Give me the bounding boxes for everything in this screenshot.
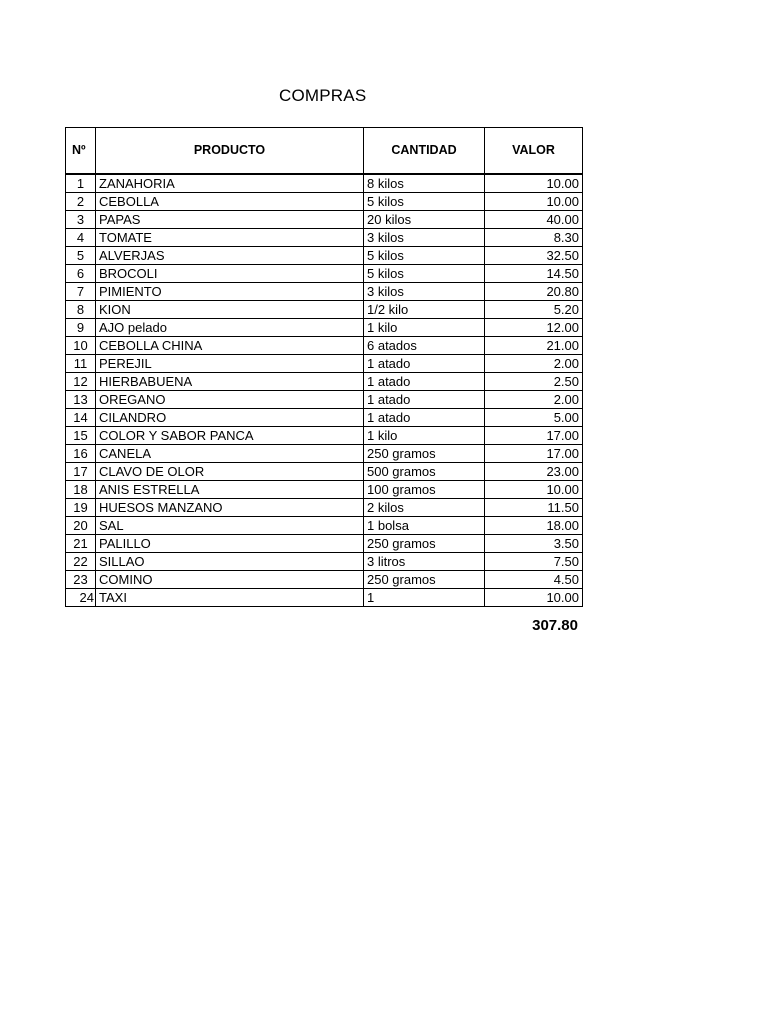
- product-cell: COLOR Y SABOR PANCA: [96, 427, 364, 445]
- product-cell: CLAVO DE OLOR: [96, 463, 364, 481]
- quantity-cell: 1 atado: [364, 373, 485, 391]
- header-value: VALOR: [485, 128, 583, 174]
- table-row: [66, 265, 583, 283]
- table-row: [66, 193, 583, 211]
- table-row: [66, 301, 583, 319]
- product-cell: PIMIENTO: [96, 283, 364, 301]
- row-number: 2: [66, 193, 96, 211]
- product-cell: HIERBABUENA: [96, 373, 364, 391]
- value-cell: 3.50: [485, 535, 583, 553]
- product-cell: PALILLO: [96, 535, 364, 553]
- quantity-cell: 250 gramos: [364, 535, 485, 553]
- product-cell: ANIS ESTRELLA: [96, 481, 364, 499]
- row-number: 19: [66, 499, 96, 517]
- value-cell: 23.00: [485, 463, 583, 481]
- row-number: 9: [66, 319, 96, 337]
- product-cell: TOMATE: [96, 229, 364, 247]
- quantity-cell: 20 kilos: [364, 211, 485, 229]
- product-cell: SILLAO: [96, 553, 364, 571]
- row-number: 18: [66, 481, 96, 499]
- row-number: 20: [66, 517, 96, 535]
- table-row: [66, 319, 583, 337]
- product-cell: ZANAHORIA: [96, 175, 364, 193]
- row-number: 24: [66, 589, 96, 607]
- quantity-cell: 5 kilos: [364, 265, 485, 283]
- value-cell: 10.00: [485, 481, 583, 499]
- row-number: 10: [66, 337, 96, 355]
- quantity-cell: 1 kilo: [364, 427, 485, 445]
- table-row: [66, 481, 583, 499]
- value-cell: 2.00: [485, 391, 583, 409]
- row-number: 17: [66, 463, 96, 481]
- product-cell: OREGANO: [96, 391, 364, 409]
- product-cell: COMINO: [96, 571, 364, 589]
- quantity-cell: 3 litros: [364, 553, 485, 571]
- quantity-cell: 1 atado: [364, 355, 485, 373]
- quantity-cell: 1 atado: [364, 391, 485, 409]
- table-row: [66, 373, 583, 391]
- total-value: 307.80: [532, 617, 578, 634]
- value-cell: 14.50: [485, 265, 583, 283]
- row-number: 12: [66, 373, 96, 391]
- row-number: 7: [66, 283, 96, 301]
- page-title: COMPRAS: [279, 86, 367, 105]
- value-cell: 4.50: [485, 571, 583, 589]
- product-cell: PAPAS: [96, 211, 364, 229]
- quantity-cell: 5 kilos: [364, 193, 485, 211]
- value-cell: 7.50: [485, 553, 583, 571]
- value-cell: 5.20: [485, 301, 583, 319]
- quantity-cell: 5 kilos: [364, 247, 485, 265]
- value-cell: 2.50: [485, 373, 583, 391]
- row-number: 3: [66, 211, 96, 229]
- header-quantity: CANTIDAD: [364, 128, 485, 174]
- table-row: [66, 535, 583, 553]
- quantity-cell: 100 gramos: [364, 481, 485, 499]
- row-number: 1: [66, 175, 96, 193]
- table-row: [66, 445, 583, 463]
- value-cell: 17.00: [485, 445, 583, 463]
- product-cell: HUESOS MANZANO: [96, 499, 364, 517]
- row-number: 6: [66, 265, 96, 283]
- product-cell: CILANDRO: [96, 409, 364, 427]
- row-number: 22: [66, 553, 96, 571]
- quantity-cell: 6 atados: [364, 337, 485, 355]
- quantity-cell: 250 gramos: [364, 571, 485, 589]
- quantity-cell: 500 gramos: [364, 463, 485, 481]
- table-row: [66, 247, 583, 265]
- table-row: [66, 517, 583, 535]
- product-cell: SAL: [96, 517, 364, 535]
- product-cell: ALVERJAS: [96, 247, 364, 265]
- product-cell: KION: [96, 301, 364, 319]
- table-header-row: [66, 128, 583, 174]
- value-cell: 11.50: [485, 499, 583, 517]
- value-cell: 17.00: [485, 427, 583, 445]
- value-cell: 10.00: [485, 175, 583, 193]
- table-row: [66, 175, 583, 193]
- table-row: [66, 283, 583, 301]
- table-row: [66, 409, 583, 427]
- table-row: [66, 427, 583, 445]
- product-cell: PEREJIL: [96, 355, 364, 373]
- product-cell: CEBOLLA CHINA: [96, 337, 364, 355]
- value-cell: 5.00: [485, 409, 583, 427]
- quantity-cell: 8 kilos: [364, 175, 485, 193]
- table-row: [66, 337, 583, 355]
- table-row: [66, 499, 583, 517]
- table-body: [66, 174, 583, 607]
- quantity-cell: 1 kilo: [364, 319, 485, 337]
- row-number: 14: [66, 409, 96, 427]
- quantity-cell: 250 gramos: [364, 445, 485, 463]
- value-cell: 40.00: [485, 211, 583, 229]
- product-cell: BROCOLI: [96, 265, 364, 283]
- row-number: 5: [66, 247, 96, 265]
- quantity-cell: 3 kilos: [364, 229, 485, 247]
- value-cell: 12.00: [485, 319, 583, 337]
- value-cell: 18.00: [485, 517, 583, 535]
- value-cell: 8.30: [485, 229, 583, 247]
- quantity-cell: 1 atado: [364, 409, 485, 427]
- product-cell: CANELA: [96, 445, 364, 463]
- row-number: 8: [66, 301, 96, 319]
- row-number: 21: [66, 535, 96, 553]
- value-cell: 32.50: [485, 247, 583, 265]
- product-cell: TAXI: [96, 589, 364, 607]
- value-cell: 2.00: [485, 355, 583, 373]
- quantity-cell: 2 kilos: [364, 499, 485, 517]
- quantity-cell: 3 kilos: [364, 283, 485, 301]
- purchases-table: [65, 127, 583, 607]
- value-cell: 21.00: [485, 337, 583, 355]
- value-cell: 10.00: [485, 193, 583, 211]
- value-cell: 20.80: [485, 283, 583, 301]
- row-number: 4: [66, 229, 96, 247]
- value-cell: 10.00: [485, 589, 583, 607]
- row-number: 16: [66, 445, 96, 463]
- table-row: [66, 589, 583, 607]
- row-number: 11: [66, 355, 96, 373]
- product-cell: CEBOLLA: [96, 193, 364, 211]
- product-cell: AJO pelado: [96, 319, 364, 337]
- quantity-cell: 1 bolsa: [364, 517, 485, 535]
- table-row: [66, 391, 583, 409]
- row-number: 13: [66, 391, 96, 409]
- table-row: [66, 355, 583, 373]
- row-number: 15: [66, 427, 96, 445]
- table-row: [66, 463, 583, 481]
- table-row: [66, 211, 583, 229]
- quantity-cell: 1: [364, 589, 485, 607]
- row-number: 23: [66, 571, 96, 589]
- quantity-cell: 1/2 kilo: [364, 301, 485, 319]
- table-row: [66, 553, 583, 571]
- header-number: Nº: [66, 128, 96, 174]
- header-product: PRODUCTO: [96, 128, 364, 174]
- table-row: [66, 571, 583, 589]
- table-row: [66, 229, 583, 247]
